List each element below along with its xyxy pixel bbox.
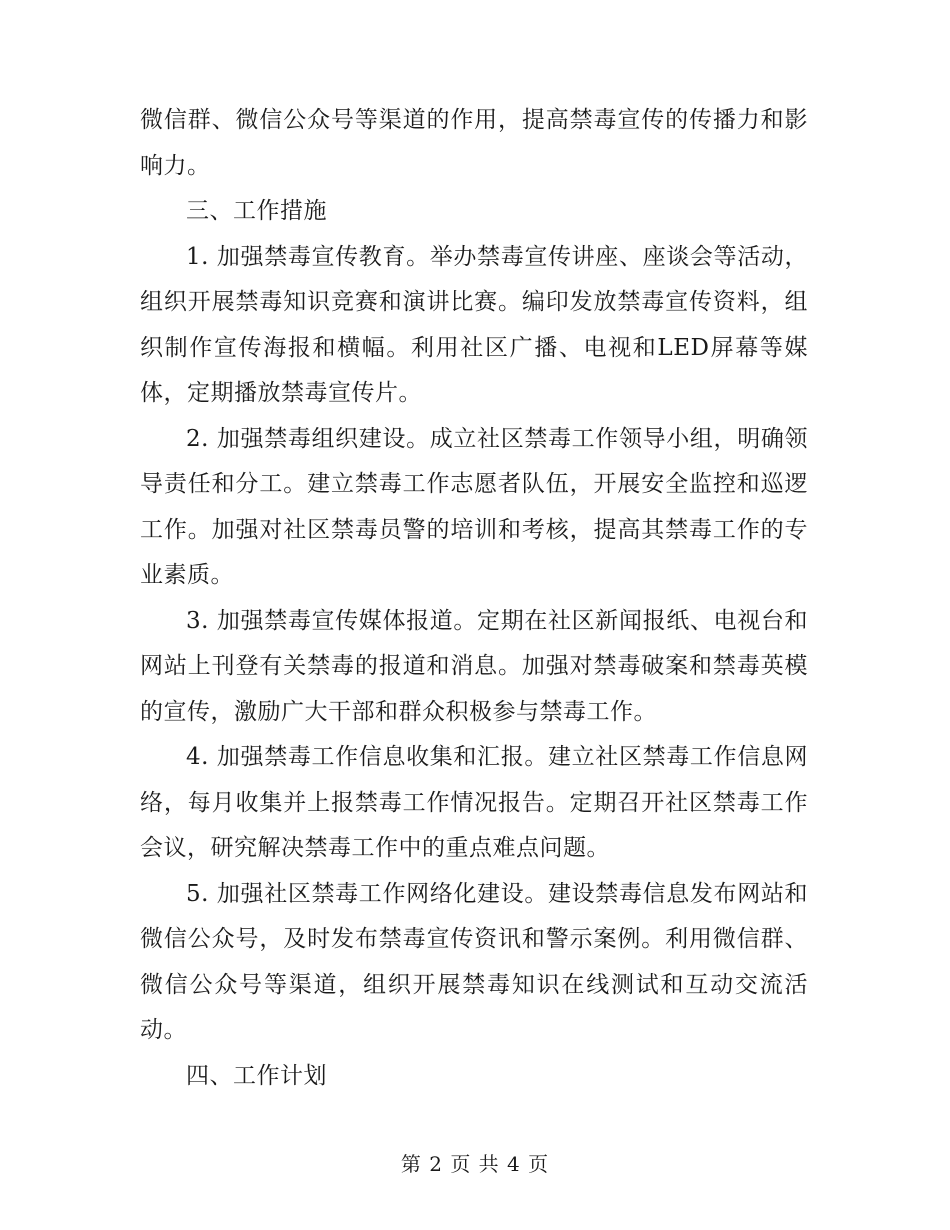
paragraph-measure-2: 2. 加强禁毒组织建设。成立社区禁毒工作领导小组，明确领导责任和分工。建立禁毒工作志愿者队伍，开展安全监控和巡逻工作。加强对社区禁毒员警的培训和考核，提高其禁毒工作的专业素质。	[140, 425, 808, 588]
paragraph-measure-1: 1. 加强禁毒宣传教育。举办禁毒宣传讲座、座谈会等活动，组织开展禁毒知识竞赛和演讲比赛。编印发放禁毒宣传资料，组织制作宣传海报和横幅。利用社区广播、电视和LED屏幕等媒体，定期播放禁毒宣传片。	[140, 243, 808, 406]
section-heading-plan: 四、工作计划	[186, 1062, 327, 1089]
paragraph-measure-4: 4. 加强禁毒工作信息收集和汇报。建立社区禁毒工作信息网络，每月收集并上报禁毒工作情况报告。定期召开社区禁毒工作会议，研究解决禁毒工作中的重点难点问题。	[140, 744, 808, 861]
paragraph-measure-3: 3. 加强禁毒宣传媒体报道。定期在社区新闻报纸、电视台和网站上刊登有关禁毒的报道和消息。加强对禁毒破案和禁毒英模的宣传，激励广大干部和群众积极参与禁毒工作。	[140, 607, 808, 725]
paragraph-measure-5: 5. 加强社区禁毒工作网络化建设。建设禁毒信息发布网站和微信公众号，及时发布禁毒宣传资讯和警示案例。利用微信群、微信公众号等渠道，组织开展禁毒知识在线测试和互动交流活动。	[140, 880, 808, 1043]
page-number-footer: 第 2 页 共 4 页	[400, 1152, 550, 1176]
document-body	[140, 98, 808, 1099]
paragraph-continuation: 微信群、微信公众号等渠道的作用，提高禁毒宣传的传播力和影响力。	[140, 107, 808, 179]
section-heading-measures: 三、工作措施	[186, 198, 327, 224]
